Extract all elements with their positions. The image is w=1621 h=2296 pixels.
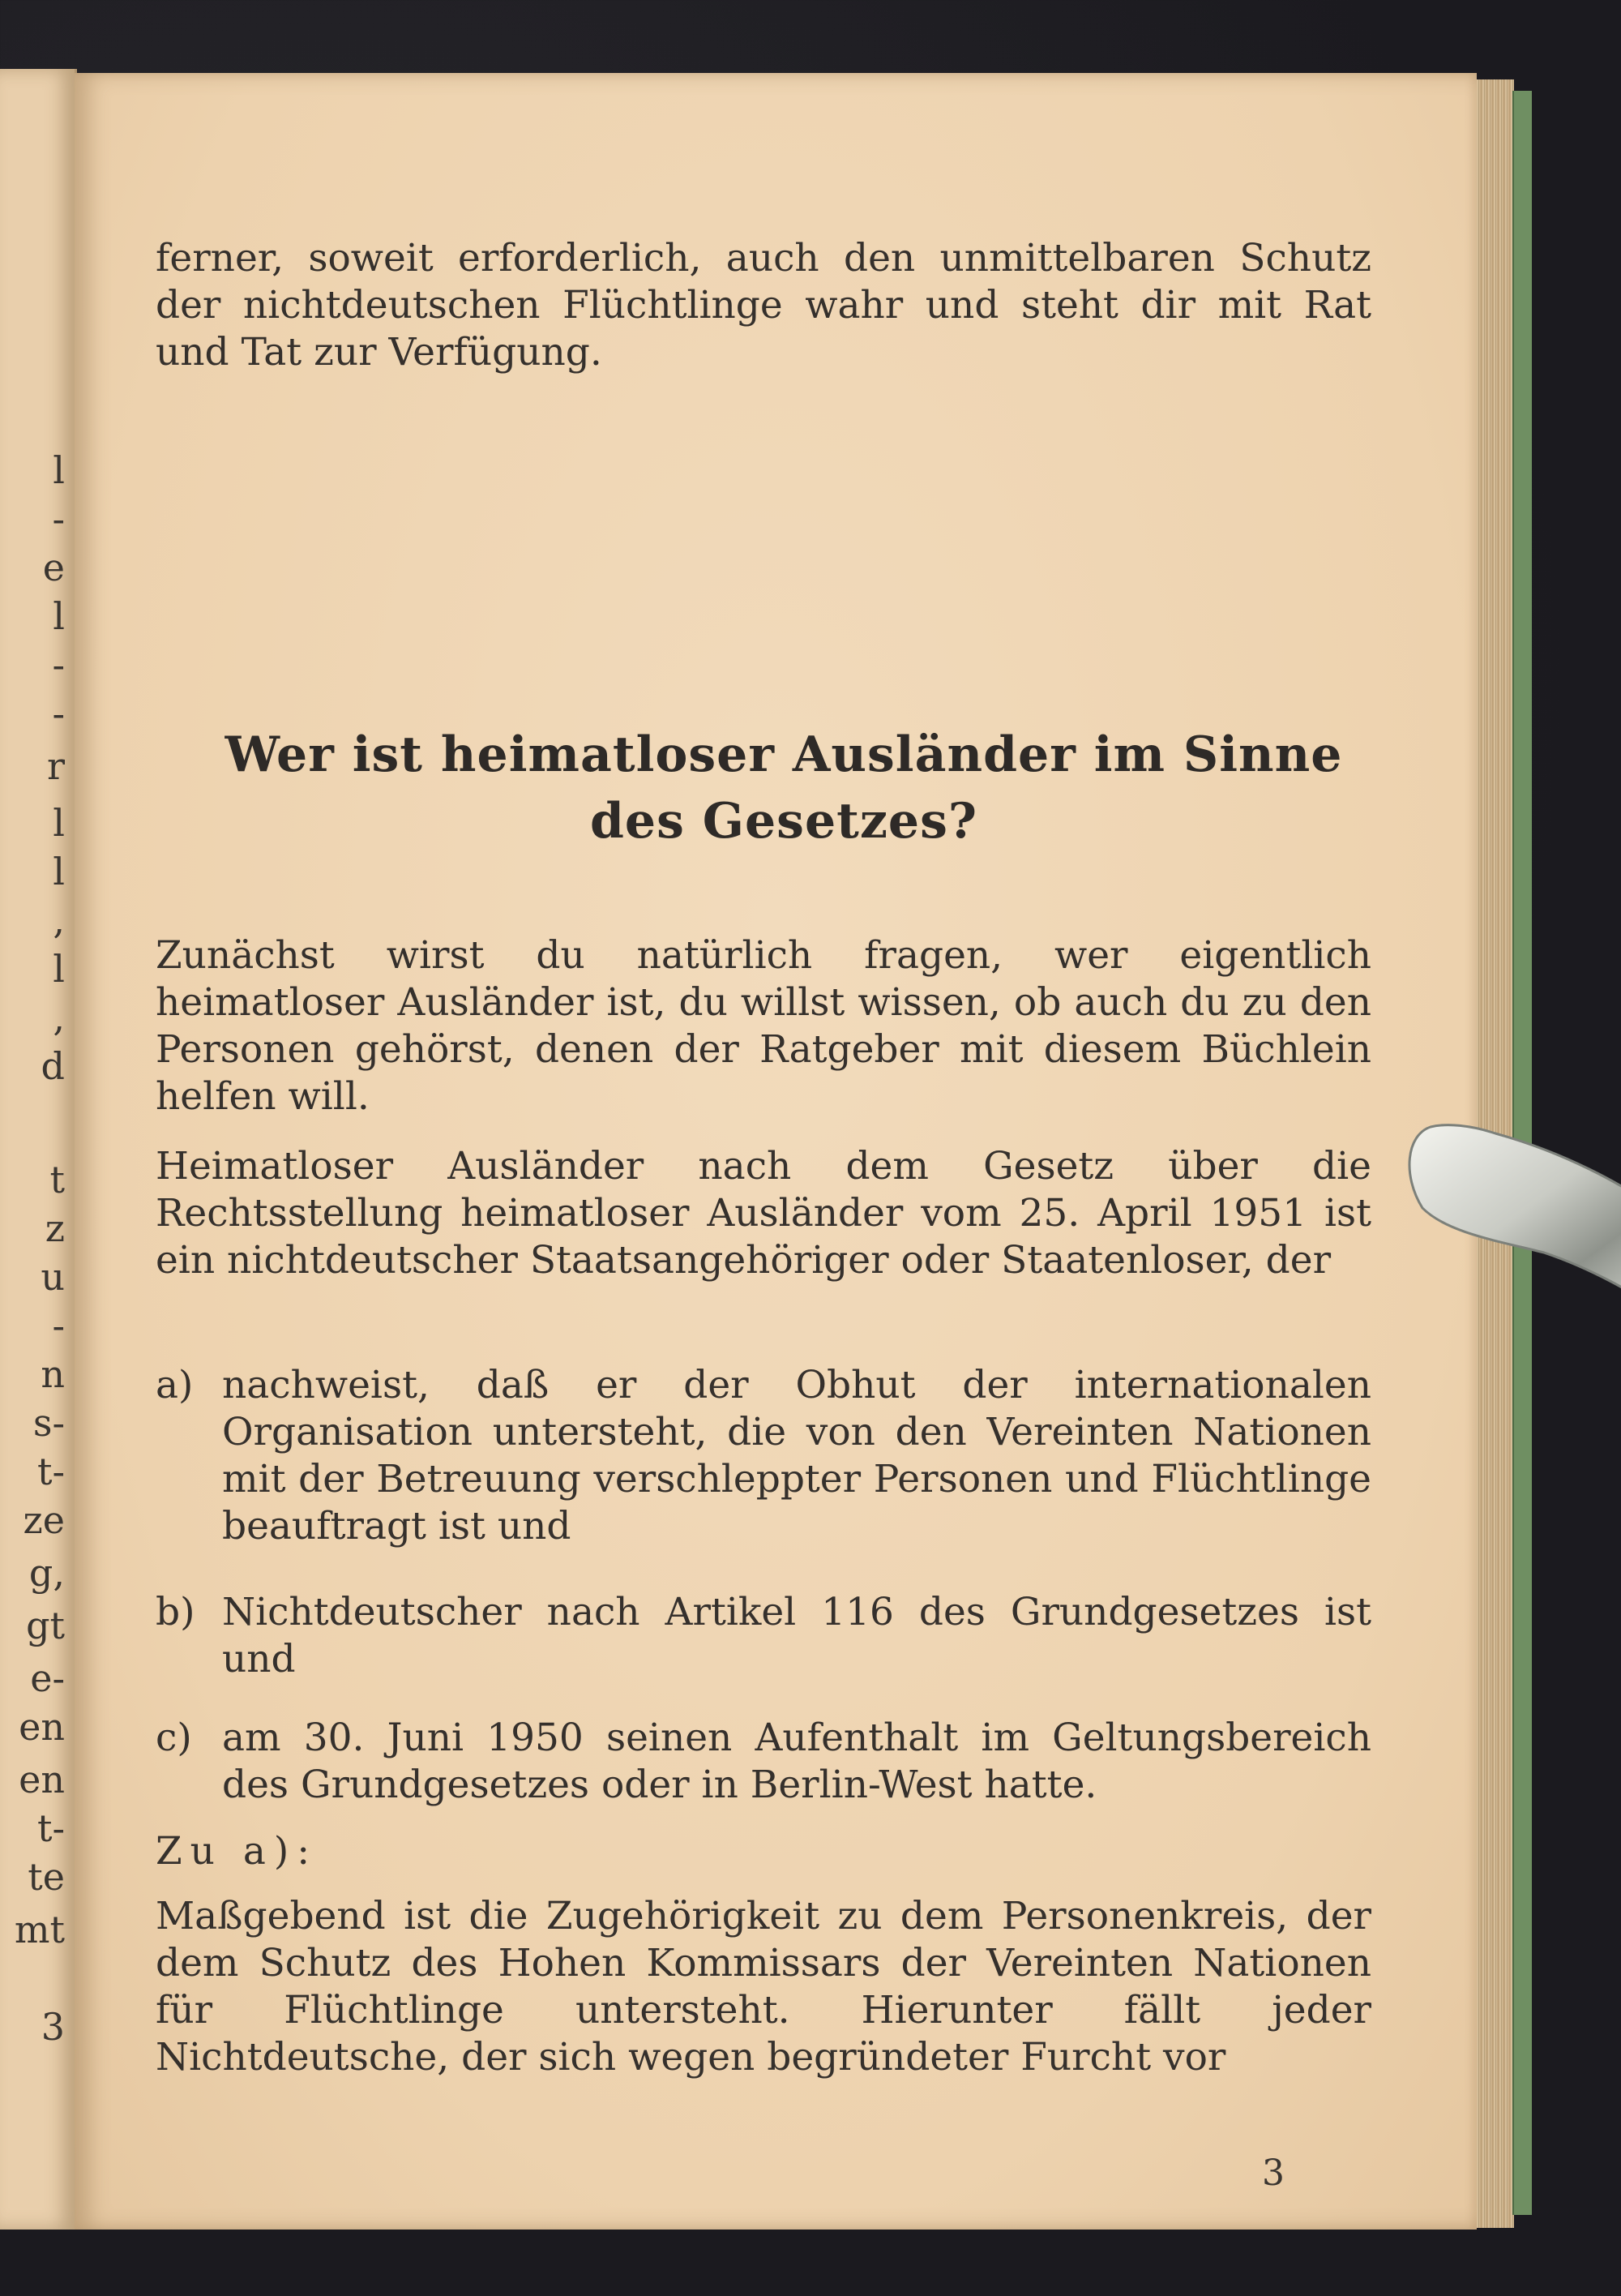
- left-page-fragment: l: [53, 850, 65, 893]
- list-item-c: [156, 1715, 1371, 1809]
- left-page-fragment: -: [52, 643, 65, 687]
- left-page-fragment: d: [41, 1044, 65, 1088]
- left-page-fragment: 3: [41, 2005, 65, 2049]
- left-page-fragment: ze: [23, 1498, 65, 1542]
- paragraph-criteria: Maßgebend ist die Zugehörigkeit zu dem Personenkreis, der dem Schutz des Hohen Kommissars der Vereinten Nationen für Flüchtlinge untersteht. Hierunter fällt jeder Nichtdeutsche, der sich wegen begründeter Furcht vor: [156, 1894, 1371, 2080]
- left-page-fragment: -: [52, 497, 65, 541]
- paragraph-definition: Heimatloser Ausländer nach dem Gesetz über die Rechtsstellung heimatloser Ausländer vom 25. April 1951 ist ein nichtdeutscher Staatsangehöriger oder Staatenloser, der: [156, 1144, 1371, 1283]
- list-marker: b): [156, 1590, 195, 1634]
- left-page-fragment: t: [49, 1158, 65, 1202]
- left-page-fragment: l: [53, 947, 65, 991]
- list-item-a: [156, 1362, 1371, 1550]
- list-item-text: nachweist, daß er der Obhut der internationalen Organisation untersteht, die von den Vereinten Nationen mit der Betreuung verschleppter Personen und Flüchtlinge beauftragt ist und: [222, 1363, 1371, 1549]
- left-page-fragment: l: [53, 801, 65, 845]
- list-item-b: [156, 1589, 1371, 1683]
- left-page-fragment: mt: [14, 1908, 65, 1951]
- left-page-fragment: e: [42, 546, 65, 589]
- list-item-text: am 30. Juni 1950 seinen Aufenthalt im Geltungsbereich des Grundgesetzes oder in Berlin-West hatte.: [222, 1716, 1371, 1807]
- section-heading: Wer ist heimatloser Ausländer im Sinne des Gesetzes?: [225, 726, 1343, 850]
- left-page-fragment: r: [47, 744, 65, 788]
- left-page-fragment: s-: [32, 1401, 65, 1445]
- left-page-fragment: t-: [36, 1450, 65, 1493]
- left-page-fragment: z: [45, 1206, 65, 1250]
- left-page-fragment: ,: [53, 898, 65, 942]
- left-page-fragment: en: [19, 1705, 65, 1749]
- left-page-fragment: te: [28, 1855, 65, 1899]
- left-page-fragment: g,: [28, 1551, 65, 1595]
- book-page: [75, 73, 1477, 2230]
- list-marker: c): [156, 1716, 192, 1760]
- list-marker: a): [156, 1363, 194, 1407]
- zu-a-label: Zu a):: [156, 1829, 319, 1874]
- left-page-fragment: -: [52, 692, 65, 735]
- left-page-fragment: l: [53, 594, 65, 638]
- left-page-fragment: n: [41, 1352, 65, 1396]
- left-page-fragment: u: [41, 1255, 65, 1299]
- left-page-fragment: t-: [36, 1806, 65, 1850]
- left-page-fragment: en: [19, 1758, 65, 1801]
- left-page-fragment: l: [53, 448, 65, 492]
- page-number: 3: [1262, 2152, 1285, 2194]
- metal-clip-icon: [1398, 1119, 1621, 1313]
- paragraph-intro-question: Zunächst wirst du natürlich fragen, wer eigentlich heimatloser Ausländer ist, du willst wissen, ob auch du zu den Personen gehörst, denen der Ratgeber mit diesem Büchlein helfen will.: [156, 933, 1371, 1119]
- left-page-fragment: gt: [26, 1604, 65, 1647]
- left-facing-page: [0, 69, 77, 2230]
- left-page-fragment: e-: [30, 1656, 65, 1700]
- left-page-fragment: ,: [53, 996, 65, 1039]
- intro-paragraph: ferner, soweit erforderlich, auch den unmittelbaren Schutz der nichtdeutschen Flüchtlinge wahr und steht dir mit Rat und Tat zur Verfügung.: [156, 236, 1371, 375]
- left-page-fragment: -: [52, 1304, 65, 1347]
- list-item-text: Nichtdeutscher nach Artikel 116 des Grundgesetzes ist und: [222, 1590, 1371, 1681]
